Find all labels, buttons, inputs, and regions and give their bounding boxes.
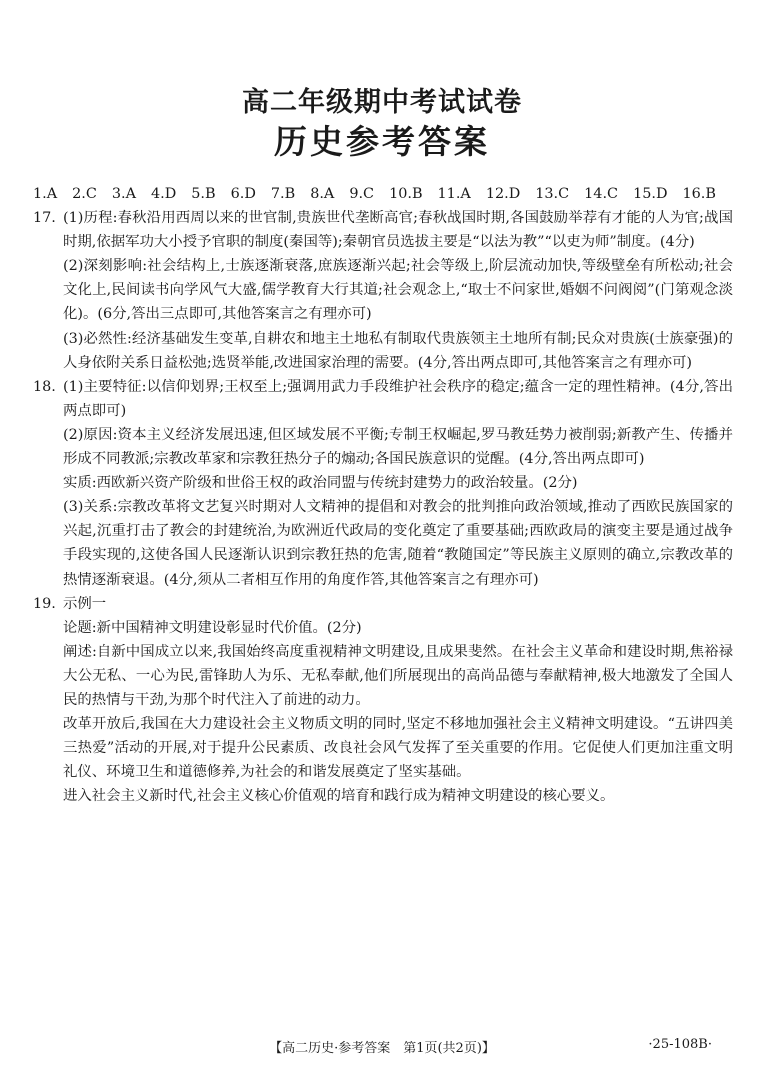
multiple-choice-answers: [33, 182, 733, 206]
question-number: 18.: [33, 378, 56, 395]
mc-answer: 5.B: [191, 186, 216, 202]
q19-thesis: 论题:新中国精神文明建设彰显时代价值。(2分): [63, 619, 362, 636]
mc-answer: 3.A: [111, 186, 136, 202]
q19-reform-era: 改革开放后,我国在大力建设社会主义物质文明的同时,坚定不移地加强社会主义精神文明建设。“五讲四美三热爱”活动的开展,对于提升公民素质、改良社会风气发挥了至关重要的作用。它促使人们更加注重文明礼仪、环境卫生和道德修养,为社会的和谐发展奠定了坚实基础。: [63, 716, 733, 781]
mc-answer: 11.A: [437, 186, 471, 202]
mc-answer: 14.C: [584, 186, 619, 202]
mc-answer: 6.D: [230, 186, 256, 202]
q17-part1: (1)历程:春秋沿用西周以来的世官制,贵族世代垄断高官;春秋战国时期,各国鼓励举荐有才能的人为官;战国时期,依据军功大小授予官职的制度(秦国等);秦朝官员选拔主要是“以法为教”“以吏为师”制度。(4分): [63, 210, 733, 251]
question-number: 19.: [33, 595, 56, 612]
question-17: [33, 206, 733, 254]
q18-part3: (3)关系:宗教改革将文艺复兴时期对人文精神的提倡和对教会的批判推向政治领域,推动了西欧民族国家的兴起,沉重打击了教会的封建统治,为欧洲近代政局的变化奠定了重要基础;西欧政局的演变主要是通过战争手段实现的,这使各国人民逐渐认识到宗教狂热的危害,随着“教随国定”等民族主义原则的确立,宗教改革的热情逐渐衰退。(4分,须从二者相互作用的角度作答,其他答案言之有理亦可): [63, 499, 733, 588]
mc-answer: 13.C: [535, 186, 570, 202]
mc-answer: 7.B: [270, 186, 296, 202]
footer-label: 【高二历史·参考答案 第1页(共2页)】: [269, 1041, 495, 1056]
q19-new-era: 进入社会主义新时代,社会主义核心价值观的培育和践行成为精神文明建设的核心要义。: [63, 788, 615, 805]
question-number: 17.: [33, 210, 56, 227]
mc-answer: 12.D: [485, 186, 521, 202]
footer-code: ·25-108B·: [648, 1037, 712, 1052]
answer-title: 历史参考答案: [274, 122, 490, 161]
q17-part3: (3)必然性:经济基础发生变革,自耕农和地主土地私有制取代贵族领主土地所有制;民众对贵族(士族豪强)的人身依附关系日益松弛;选贤举能,改进国家治理的需要。(4分,答出两点即可,其他答案言之有理亦可): [63, 330, 733, 371]
page-footer: [0, 1037, 764, 1057]
q18-essence: 实质:西欧新兴资产阶级和世俗王权的政治同盟与传统封建势力的政治较量。(2分): [63, 475, 578, 492]
mc-answer: 1.A: [33, 186, 58, 202]
mc-answer: 16.B: [682, 186, 716, 202]
q17-part2: (2)深刻影响:社会结构上,士族逐渐衰落,庶族逐渐兴起;社会等级上,阶层流动加快,等级壁垒有所松动;社会文化上,民间读书向学风气大盛,儒学教育大行其道;社会观念上,“取士不问家世,婚姻不问阀阅”(门第观念淡化)。(6分,答出三点即可,其他答案言之有理亦可): [63, 258, 733, 323]
mc-answer: 15.D: [633, 186, 668, 202]
mc-answer: 4.D: [151, 186, 177, 202]
question-19: [33, 592, 733, 616]
q19-example-label: 示例一: [63, 595, 107, 612]
q18-part1: (1)主要特征:以信仰划界;王权至上;强调用武力手段维护社会秩序的稳定;蕴含一定的理性精神。(4分,答出两点即可): [63, 378, 733, 419]
mc-answer: 2.C: [72, 186, 97, 202]
exam-title: 高二年级期中考试试卷: [242, 87, 522, 118]
mc-answer: 10.B: [389, 186, 423, 202]
q18-part2: (2)原因:资本主义经济发展迅速,但区域发展不平衡;专制王权崛起,罗马教廷势力被削弱;新教产生、传播并形成不同教派;宗教改革家和宗教狂热分子的煽动;各国民族意识的觉醒。(4分,答出两点即可): [63, 426, 733, 468]
mc-answer: 8.A: [310, 186, 335, 202]
mc-answer: 9.C: [349, 186, 375, 202]
answer-content: [33, 182, 733, 808]
q19-elaboration: 阐述:自新中国成立以来,我国始终高度重视精神文明建设,且成果斐然。在社会主义革命和建设时期,焦裕禄大公无私、一心为民,雷锋助人为乐、无私奉献,他们所展现出的高尚品德与奉献精神,极大地激发了全国人民的热情与干劲,为那个时代注入了前进的动力。: [63, 643, 733, 708]
question-18: [33, 375, 733, 423]
